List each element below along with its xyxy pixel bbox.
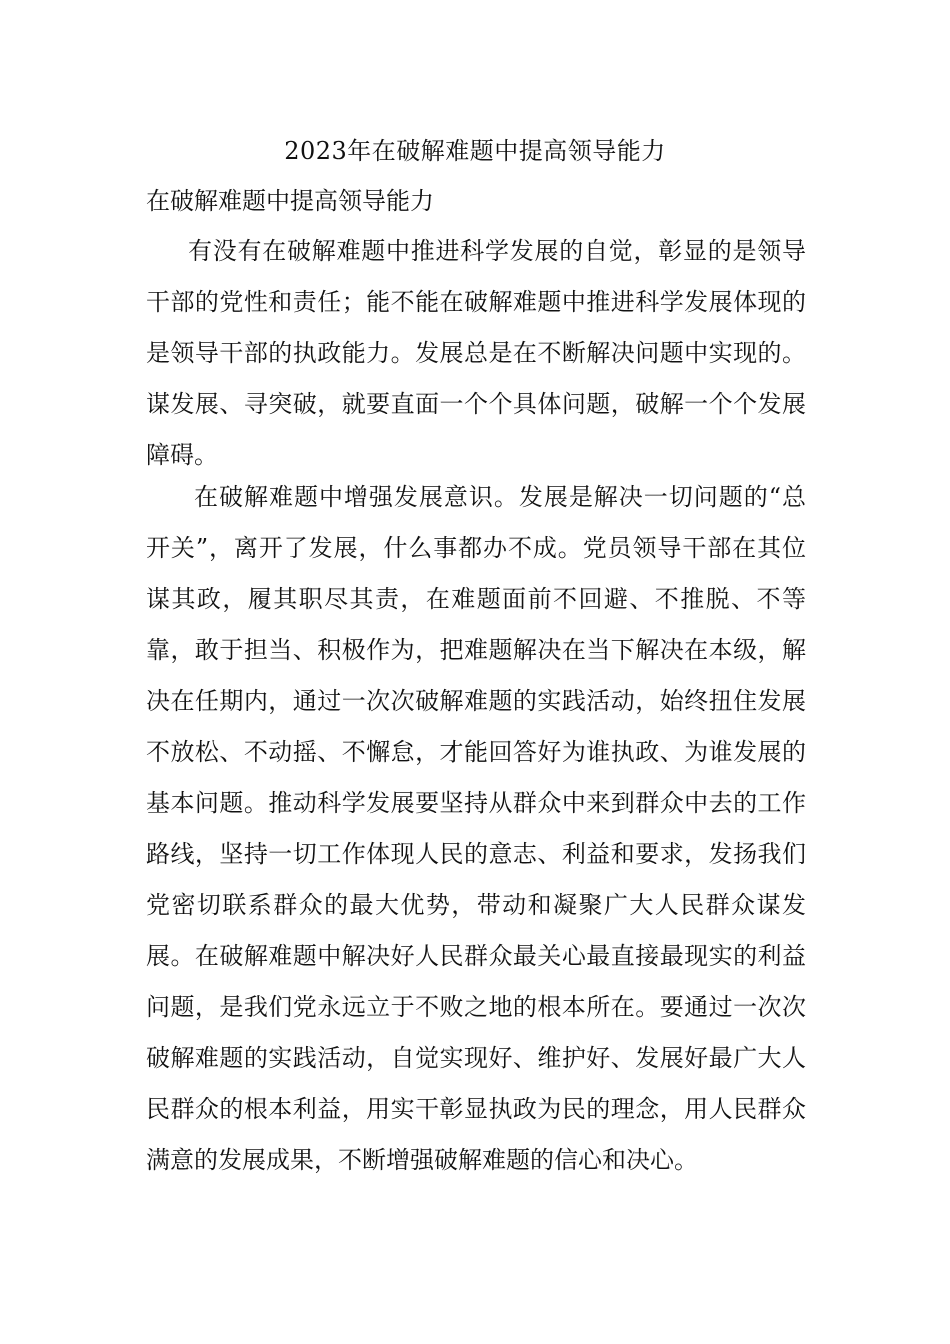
- document-subtitle: 在破解难题中提高领导能力: [146, 187, 434, 215]
- paragraph-1: 有没有在破解难题中推进科学发展的自觉，彰显的是领导干部的党性和责任；能不能在破解难题中推进科学发展体现的是领导干部的执政能力。发展总是在不断解决问题中实现的。谋发展、寻突破，就要直面一个个具体问题，破解一个个发展障碍。: [146, 237, 806, 469]
- document-title: 2023年在破解难题中提高领导能力: [284, 137, 666, 165]
- paragraph-2: 在破解难题中增强发展意识。发展是解决一切问题的“总开关”，离开了发展，什么事都办不成。党员领导干部在其位谋其政，履其职尽其责，在难题面前不回避、不推脱、不等靠，敢于担当、积极作为，把难题解决在当下解决在本级，解决在任期内，通过一次次破解难题的实践活动，始终扭住发展不放松、不动摇、不懈怠，才能回答好为谁执政、为谁发展的基本问题。推动科学发展要坚持从群众中来到群众中去的工作路线，坚持一切工作体现人民的意志、利益和要求，发扬我们党密切联系群众的最大优势，带动和凝聚广大人民群众谋发展。在破解难题中解决好人民群众最关心最直接最现实的利益问题，是我们党永远立于不败之地的根本所在。要通过一次次破解难题的实践活动，自觉实现好、维护好、发展好最广大人民群众的根本利益，用实干彰显执政为民的理念，用人民群众满意的发展成果，不断增强破解难题的信心和决心。: [146, 483, 806, 1174]
